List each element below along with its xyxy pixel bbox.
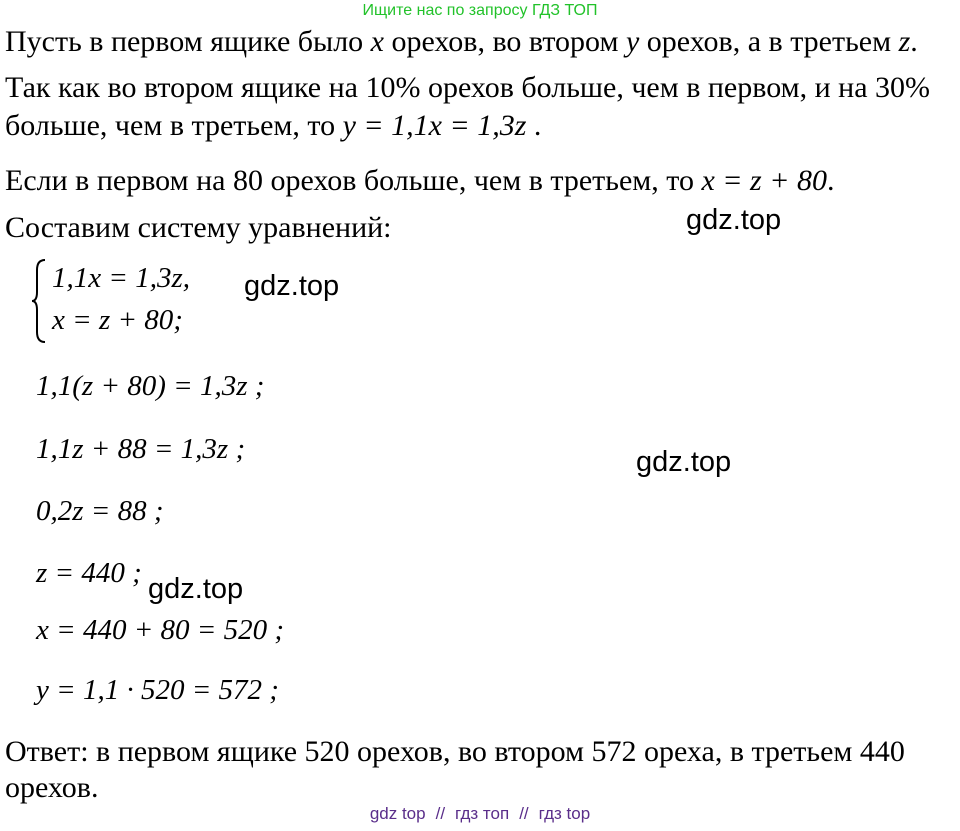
solution-step: z = 440 ; <box>36 557 142 589</box>
text-segment: Если в первом на 80 орехов больше, чем в третьем, то <box>5 164 702 197</box>
text-segment: орехов, во втором <box>384 25 626 58</box>
intro-line <box>5 24 918 60</box>
condition-line-continued <box>5 108 541 144</box>
footer-link[interactable]: гдз top <box>538 804 591 823</box>
text-segment: . <box>910 25 918 58</box>
footer-separator: // <box>435 804 446 823</box>
solution-step: 0,2z = 88 ; <box>36 495 164 527</box>
text-segment: . <box>526 109 542 142</box>
footer-link[interactable]: гдз топ <box>455 804 510 823</box>
equation: y = 1,1x = 1,3z <box>342 109 527 142</box>
condition-line: Так как во втором ящике на 10% орехов больше, чем в первом, и на 30% <box>5 71 931 104</box>
watermark: gdz.top <box>148 573 244 605</box>
solution-step: y = 1,1 · 520 = 572 ; <box>36 674 279 706</box>
answer-line: Ответ: в первом ящике 520 орехов, во втором 572 ореха, в третьем 440 <box>5 735 905 768</box>
watermark: gdz.top <box>686 204 782 236</box>
equation: x = z + 80 <box>701 164 827 197</box>
footer-link[interactable]: gdz top <box>369 804 426 823</box>
text-segment: . <box>826 164 835 197</box>
difference-line <box>5 163 834 199</box>
solution-step: x = 440 + 80 = 520 ; <box>36 614 284 646</box>
var-z: z <box>898 25 911 58</box>
var-x: x <box>370 25 384 58</box>
search-hint-link[interactable]: Ищите нас по запросу ГДЗ ТОП <box>362 2 598 19</box>
watermark: gdz.top <box>636 446 732 478</box>
text-segment: Пусть в первом ящике было <box>5 25 371 58</box>
system-equation-2: x = z + 80; <box>52 304 183 336</box>
text-segment: больше, чем в третьем, то <box>5 109 343 142</box>
text-segment: орехов, а в третьем <box>639 25 899 58</box>
answer-line-continued: орехов. <box>5 771 99 804</box>
system-equation-1: 1,1x = 1,3z, <box>52 262 190 294</box>
system-brace <box>30 258 48 344</box>
solution-step: 1,1z + 88 = 1,3z ; <box>36 433 246 465</box>
footer-links <box>0 804 960 824</box>
footer-separator: // <box>519 804 529 823</box>
watermark: gdz.top <box>244 270 340 302</box>
var-y: y <box>625 25 640 58</box>
system-intro: Составим систему уравнений: <box>5 211 392 244</box>
solution-step: 1,1(z + 80) = 1,3z ; <box>36 370 265 402</box>
